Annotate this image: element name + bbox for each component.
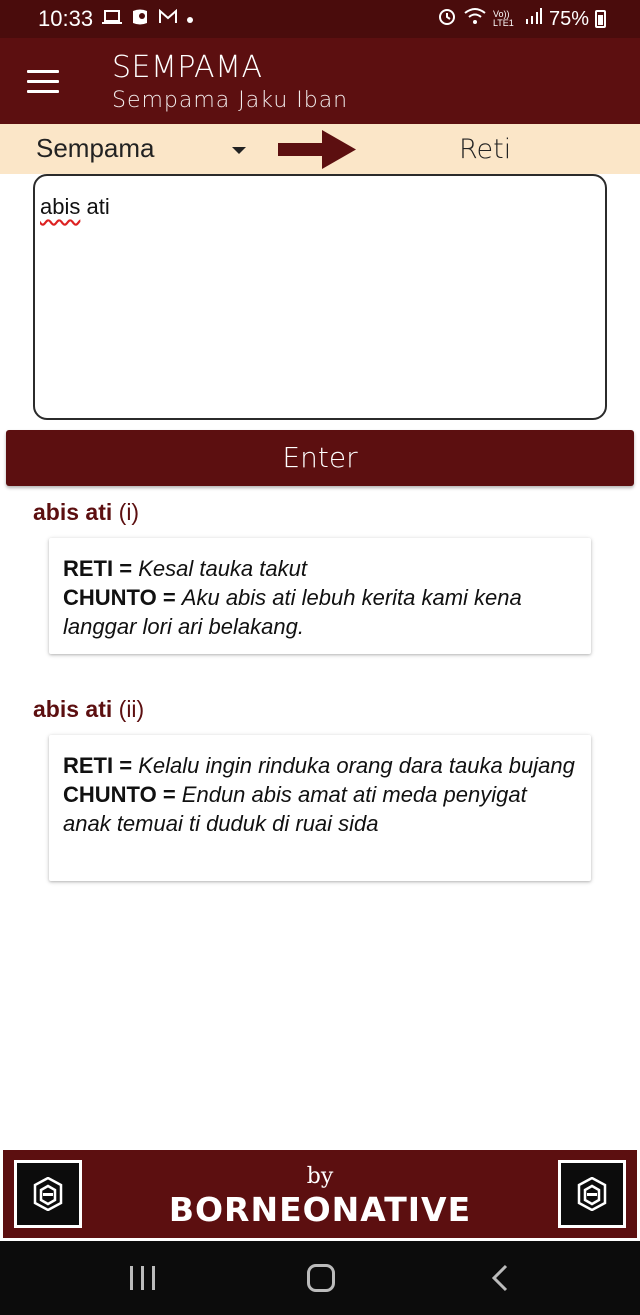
app-title: SEMPAMA xyxy=(112,50,263,85)
reti-line xyxy=(63,751,577,780)
footer-brand: BORNEONATIVE xyxy=(168,1190,472,1229)
gmail-icon xyxy=(158,9,178,31)
alarm-icon xyxy=(437,6,457,32)
search-input-value: abis ati xyxy=(40,194,110,219)
result-sense: (ii) xyxy=(118,696,145,722)
battery-percent: 75% xyxy=(548,7,589,30)
reti-text: Kelalu ingin rinduka orang dara tauka bujang xyxy=(138,753,575,778)
reti-label: RETI = xyxy=(63,556,133,581)
status-time: 10:33 xyxy=(38,6,94,31)
footer-by: by xyxy=(306,1164,334,1189)
dot-icon xyxy=(186,10,194,30)
footer-banner[interactable] xyxy=(3,1150,637,1238)
reti-label: RETI = xyxy=(63,753,133,778)
chevron-down-icon xyxy=(232,147,246,154)
navigation-bar xyxy=(0,1241,640,1315)
chunto-line xyxy=(63,780,577,838)
status-bar xyxy=(0,0,640,38)
result-word: abis ati xyxy=(33,499,113,525)
back-icon[interactable] xyxy=(490,1263,510,1298)
borneonative-logo xyxy=(558,1160,626,1228)
source-language-value: Sempama xyxy=(36,133,155,163)
battery-icon xyxy=(595,10,606,28)
result-card xyxy=(49,735,591,881)
chunto-text: Aku abis ati lebuh kerita kami kena langgar lori ari belakang. xyxy=(63,585,522,639)
result-heading xyxy=(33,499,139,526)
notification-icons xyxy=(102,8,194,32)
recent-apps-icon[interactable] xyxy=(130,1266,156,1290)
enter-button[interactable]: Enter xyxy=(6,430,634,486)
signal-icon xyxy=(525,7,543,31)
laptop-icon xyxy=(102,9,122,31)
result-sense: (i) xyxy=(118,499,140,525)
wifi-icon xyxy=(463,7,487,31)
result-heading xyxy=(33,696,144,723)
app-notification-icon xyxy=(130,8,150,32)
home-icon[interactable] xyxy=(307,1264,335,1292)
app-bar xyxy=(0,38,640,124)
result-card xyxy=(49,538,591,654)
source-language-dropdown[interactable] xyxy=(36,133,252,167)
search-input[interactable] xyxy=(33,174,607,420)
chunto-label: CHUNTO = xyxy=(63,585,176,610)
reti-line xyxy=(63,554,577,583)
app-subtitle: Sempama Jaku Iban xyxy=(112,88,349,113)
chunto-label: CHUNTO = xyxy=(63,782,176,807)
target-language: Reti xyxy=(459,134,512,165)
arrow-right-icon xyxy=(278,128,356,177)
result-word: abis ati xyxy=(33,696,113,722)
system-icons xyxy=(437,6,606,32)
lte-icon: Vo)) LTE1 xyxy=(492,9,514,28)
reti-text: Kesal tauka takut xyxy=(138,556,307,581)
chunto-line xyxy=(63,583,577,641)
chunto-text: Endun abis amat ati meda penyigat anak temuai ti duduk di ruai sida xyxy=(63,782,527,836)
menu-icon[interactable] xyxy=(27,70,59,92)
